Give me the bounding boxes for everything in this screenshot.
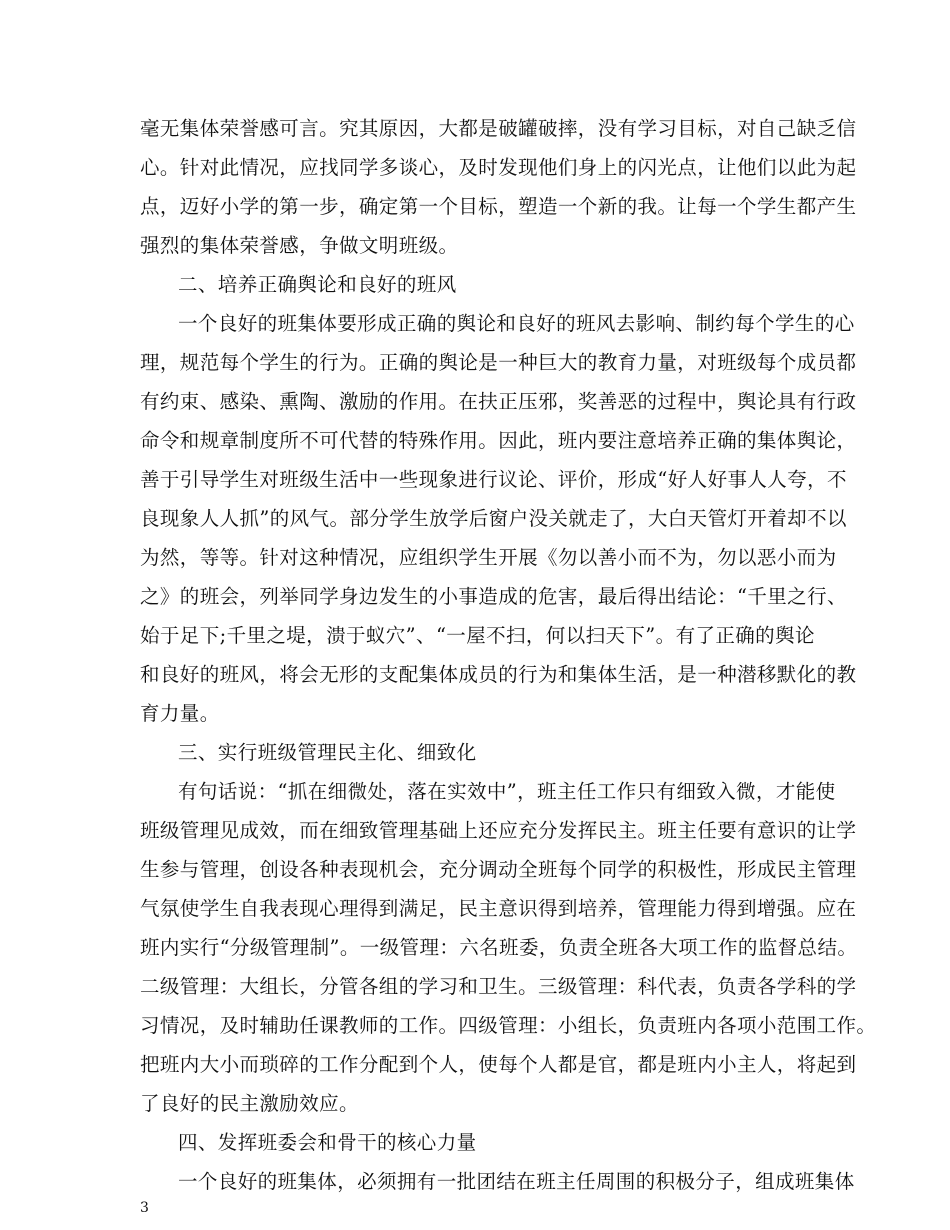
text-line: 把班内大小而琐碎的工作分配到个人，使每个人都是官，都是班内小主人，将起到	[140, 1053, 857, 1076]
text-line: 班级管理见成效，而在细致管理基础上还应充分发挥民主。班主任要有意识的让学	[140, 819, 857, 842]
text-line: 为然，等等。针对这种情况，应组织学生开展《勿以善小而不为，勿以恶小而为	[140, 546, 837, 569]
page-number: 3	[140, 1200, 149, 1216]
text-line: 良现象人人抓”的风气。部分学生放学后窗户没关就走了，大白天管灯开着却不以	[140, 507, 847, 530]
text-line: 理，规范每个学生的行为。正确的舆论是一种巨大的教育力量，对班级每个成员都	[140, 351, 857, 374]
text-line: 点，迈好小学的第一步，确定第一个目标，塑造一个新的我。让每一个学生都产生	[140, 195, 857, 218]
text-line: 强烈的集体荣誉感，争做文明班级。	[140, 234, 459, 257]
text-line: 善于引导学生对班级生活中一些现象进行议论、评价，形成“好人好事人人夸，不	[140, 468, 847, 491]
text-line: 了良好的民主激励效应。	[140, 1092, 359, 1115]
text-line: 有约束、感染、熏陶、激励的作用。在扶正压邪，奖善恶的过程中，舆论具有行政	[140, 390, 857, 413]
text-line: 始于足下;千里之堤，溃于蚁穴”、“一屋不扫，何以扫天下”。有了正确的舆论	[140, 624, 815, 647]
text-line: 有句话说：“抓在细微处，落在实效中”，班主任工作只有细致入微，才能使	[178, 780, 836, 803]
text-line: 班内实行“分级管理制”。一级管理：六名班委，负责全班各大项工作的监督总结。	[140, 936, 858, 959]
text-line: 一个良好的班集体，必须拥有一批团结在班主任周围的积极分子，组成班集体	[178, 1170, 855, 1193]
text-line: 心。针对此情况，应找同学多谈心，及时发现他们身上的闪光点，让他们以此为起	[140, 156, 857, 179]
text-line: 二级管理：大组长，分管各组的学习和卫生。三级管理：科代表，负责各学科的学	[140, 975, 857, 998]
text-line: 气氛使学生自我表现心理得到满足，民主意识得到培养，管理能力得到增强。应在	[140, 897, 857, 920]
text-line: 习情况，及时辅助任课教师的工作。四级管理：小组长，负责班内各项小范围工作。	[140, 1014, 877, 1037]
text-line: 命令和规章制度所不可代替的特殊作用。因此，班内要注意培养正确的集体舆论，	[140, 429, 857, 452]
text-line: 一个良好的班集体要形成正确的舆论和良好的班风去影响、制约每个学生的心	[178, 312, 855, 335]
section-heading: 三、实行班级管理民主化、细致化	[178, 741, 477, 764]
text-line: 毫无集体荣誉感可言。究其原因，大都是破罐破摔，没有学习目标，对自己缺乏信	[140, 117, 857, 140]
section-heading: 四、发挥班委会和骨干的核心力量	[178, 1131, 477, 1154]
text-line: 育力量。	[140, 702, 220, 725]
text-line: 之》的班会，列举同学身边发生的小事造成的危害，最后得出结论：“千里之行、	[140, 585, 847, 608]
text-line: 生参与管理，创设各种表现机会，充分调动全班每个同学的积极性，形成民主管理	[140, 858, 857, 881]
section-heading: 二、培养正确舆论和良好的班风	[178, 273, 457, 296]
text-line: 和良好的班风，将会无形的支配集体成员的行为和集体生活，是一种潜移默化的教	[140, 663, 857, 686]
